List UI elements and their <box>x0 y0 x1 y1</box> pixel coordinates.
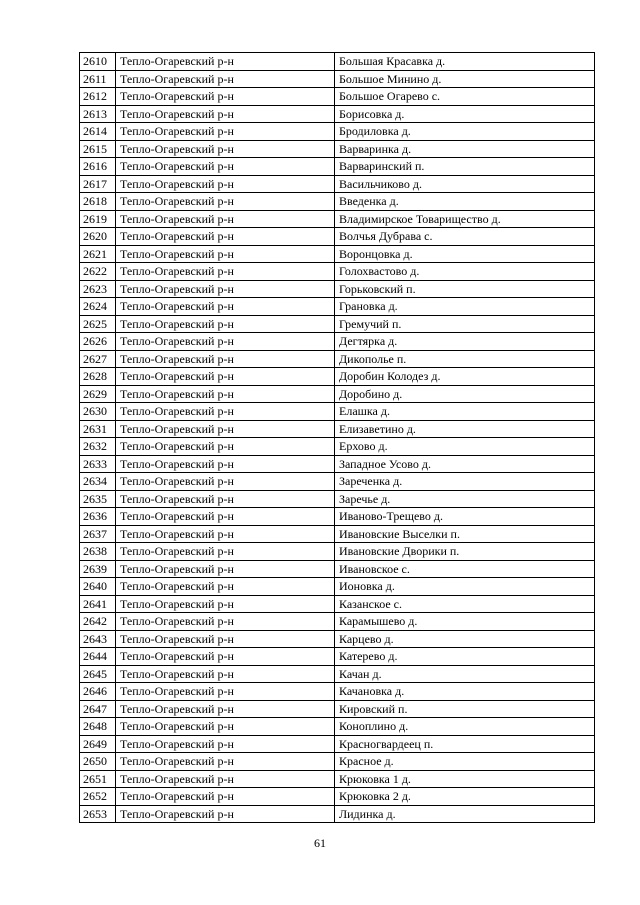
table-row <box>80 88 595 106</box>
row-number-cell: 2641 <box>80 595 116 613</box>
district-cell: Тепло-Огаревский р-н <box>116 788 335 806</box>
row-number-cell: 2645 <box>80 665 116 683</box>
settlements-table <box>79 52 595 823</box>
table-row <box>80 665 595 683</box>
district-cell: Тепло-Огаревский р-н <box>116 683 335 701</box>
row-number-cell: 2650 <box>80 753 116 771</box>
settlement-cell: Владимирское Товарищество д. <box>335 210 595 228</box>
settlement-cell: Карамышево д. <box>335 613 595 631</box>
row-number-cell: 2648 <box>80 718 116 736</box>
table-row <box>80 805 595 823</box>
settlement-cell: Васильчиково д. <box>335 175 595 193</box>
district-cell: Тепло-Огаревский р-н <box>116 175 335 193</box>
row-number-cell: 2637 <box>80 525 116 543</box>
settlement-cell: Воронцовка д. <box>335 245 595 263</box>
settlement-cell: Качановка д. <box>335 683 595 701</box>
settlement-cell: Ивановские Выселки п. <box>335 525 595 543</box>
settlement-cell: Доробин Колодез д. <box>335 368 595 386</box>
district-cell: Тепло-Огаревский р-н <box>116 53 335 71</box>
settlement-cell: Гремучий п. <box>335 315 595 333</box>
row-number-cell: 2646 <box>80 683 116 701</box>
row-number-cell: 2631 <box>80 420 116 438</box>
settlement-cell: Заречье д. <box>335 490 595 508</box>
district-cell: Тепло-Огаревский р-н <box>116 263 335 281</box>
table-row <box>80 683 595 701</box>
table-row <box>80 630 595 648</box>
row-number-cell: 2626 <box>80 333 116 351</box>
table-row <box>80 280 595 298</box>
row-number-cell: 2634 <box>80 473 116 491</box>
row-number-cell: 2611 <box>80 70 116 88</box>
settlement-cell: Ивановское с. <box>335 560 595 578</box>
row-number-cell: 2649 <box>80 735 116 753</box>
district-cell: Тепло-Огаревский р-н <box>116 700 335 718</box>
settlement-cell: Грановка д. <box>335 298 595 316</box>
row-number-cell: 2625 <box>80 315 116 333</box>
settlement-cell: Варваринский п. <box>335 158 595 176</box>
settlement-cell: Ерхово д. <box>335 438 595 456</box>
row-number-cell: 2639 <box>80 560 116 578</box>
settlement-cell: Казанское с. <box>335 595 595 613</box>
district-cell: Тепло-Огаревский р-н <box>116 718 335 736</box>
table-row <box>80 350 595 368</box>
row-number-cell: 2635 <box>80 490 116 508</box>
district-cell: Тепло-Огаревский р-н <box>116 228 335 246</box>
table-row <box>80 753 595 771</box>
settlement-cell: Елашка д. <box>335 403 595 421</box>
row-number-cell: 2623 <box>80 280 116 298</box>
district-cell: Тепло-Огаревский р-н <box>116 158 335 176</box>
district-cell: Тепло-Огаревский р-н <box>116 560 335 578</box>
table-row <box>80 508 595 526</box>
district-cell: Тепло-Огаревский р-н <box>116 805 335 823</box>
district-cell: Тепло-Огаревский р-н <box>116 123 335 141</box>
table-row <box>80 543 595 561</box>
settlement-cell: Карцево д. <box>335 630 595 648</box>
district-cell: Тепло-Огаревский р-н <box>116 88 335 106</box>
district-cell: Тепло-Огаревский р-н <box>116 403 335 421</box>
row-number-cell: 2633 <box>80 455 116 473</box>
district-cell: Тепло-Огаревский р-н <box>116 193 335 211</box>
settlement-cell: Кировский п. <box>335 700 595 718</box>
table-row <box>80 648 595 666</box>
settlement-cell: Красногвардеец п. <box>335 735 595 753</box>
settlement-cell: Красное д. <box>335 753 595 771</box>
district-cell: Тепло-Огаревский р-н <box>116 665 335 683</box>
table-row <box>80 333 595 351</box>
row-number-cell: 2642 <box>80 613 116 631</box>
district-cell: Тепло-Огаревский р-н <box>116 210 335 228</box>
settlement-cell: Горьковский п. <box>335 280 595 298</box>
settlements-table-body <box>80 53 595 823</box>
settlement-cell: Варваринка д. <box>335 140 595 158</box>
table-row <box>80 245 595 263</box>
row-number-cell: 2651 <box>80 770 116 788</box>
district-cell: Тепло-Огаревский р-н <box>116 578 335 596</box>
table-row <box>80 770 595 788</box>
settlement-cell: Лидинка д. <box>335 805 595 823</box>
settlement-cell: Качан д. <box>335 665 595 683</box>
row-number-cell: 2632 <box>80 438 116 456</box>
settlement-cell: Большое Минино д. <box>335 70 595 88</box>
row-number-cell: 2647 <box>80 700 116 718</box>
district-cell: Тепло-Огаревский р-н <box>116 525 335 543</box>
table-row <box>80 385 595 403</box>
settlement-cell: Елизаветино д. <box>335 420 595 438</box>
table-row <box>80 490 595 508</box>
settlement-cell: Крюковка 2 д. <box>335 788 595 806</box>
table-row <box>80 700 595 718</box>
district-cell: Тепло-Огаревский р-н <box>116 490 335 508</box>
table-row <box>80 613 595 631</box>
district-cell: Тепло-Огаревский р-н <box>116 105 335 123</box>
district-cell: Тепло-Огаревский р-н <box>116 753 335 771</box>
settlement-cell: Голохвастово д. <box>335 263 595 281</box>
district-cell: Тепло-Огаревский р-н <box>116 630 335 648</box>
row-number-cell: 2610 <box>80 53 116 71</box>
settlement-cell: Введенка д. <box>335 193 595 211</box>
district-cell: Тепло-Огаревский р-н <box>116 473 335 491</box>
district-cell: Тепло-Огаревский р-н <box>116 508 335 526</box>
table-row <box>80 175 595 193</box>
table-row <box>80 123 595 141</box>
row-number-cell: 2616 <box>80 158 116 176</box>
row-number-cell: 2627 <box>80 350 116 368</box>
row-number-cell: 2628 <box>80 368 116 386</box>
row-number-cell: 2643 <box>80 630 116 648</box>
table-row <box>80 158 595 176</box>
row-number-cell: 2617 <box>80 175 116 193</box>
row-number-cell: 2652 <box>80 788 116 806</box>
settlement-cell: Волчья Дубрава с. <box>335 228 595 246</box>
district-cell: Тепло-Огаревский р-н <box>116 438 335 456</box>
row-number-cell: 2613 <box>80 105 116 123</box>
row-number-cell: 2630 <box>80 403 116 421</box>
settlement-cell: Бродиловка д. <box>335 123 595 141</box>
settlement-cell: Борисовка д. <box>335 105 595 123</box>
table-row <box>80 70 595 88</box>
table-row <box>80 53 595 71</box>
table-row <box>80 595 595 613</box>
settlement-cell: Большое Огарево с. <box>335 88 595 106</box>
district-cell: Тепло-Огаревский р-н <box>116 368 335 386</box>
table-row <box>80 368 595 386</box>
table-row <box>80 228 595 246</box>
settlement-cell: Крюковка 1 д. <box>335 770 595 788</box>
table-row <box>80 420 595 438</box>
settlement-cell: Дикополье п. <box>335 350 595 368</box>
table-row <box>80 788 595 806</box>
row-number-cell: 2636 <box>80 508 116 526</box>
district-cell: Тепло-Огаревский р-н <box>116 735 335 753</box>
row-number-cell: 2618 <box>80 193 116 211</box>
row-number-cell: 2614 <box>80 123 116 141</box>
district-cell: Тепло-Огаревский р-н <box>116 70 335 88</box>
row-number-cell: 2644 <box>80 648 116 666</box>
table-row <box>80 315 595 333</box>
table-row <box>80 403 595 421</box>
table-row <box>80 560 595 578</box>
district-cell: Тепло-Огаревский р-н <box>116 315 335 333</box>
district-cell: Тепло-Огаревский р-н <box>116 613 335 631</box>
settlement-cell: Зареченка д. <box>335 473 595 491</box>
settlement-cell: Катерево д. <box>335 648 595 666</box>
district-cell: Тепло-Огаревский р-н <box>116 140 335 158</box>
row-number-cell: 2653 <box>80 805 116 823</box>
row-number-cell: 2624 <box>80 298 116 316</box>
table-row <box>80 473 595 491</box>
table-row <box>80 525 595 543</box>
row-number-cell: 2620 <box>80 228 116 246</box>
row-number-cell: 2640 <box>80 578 116 596</box>
district-cell: Тепло-Огаревский р-н <box>116 543 335 561</box>
table-row <box>80 298 595 316</box>
district-cell: Тепло-Огаревский р-н <box>116 298 335 316</box>
district-cell: Тепло-Огаревский р-н <box>116 245 335 263</box>
table-row <box>80 438 595 456</box>
district-cell: Тепло-Огаревский р-н <box>116 455 335 473</box>
table-row <box>80 718 595 736</box>
settlement-cell: Ивановские Дворики п. <box>335 543 595 561</box>
settlement-cell: Дегтярка д. <box>335 333 595 351</box>
table-row <box>80 455 595 473</box>
settlement-cell: Западное Усово д. <box>335 455 595 473</box>
row-number-cell: 2622 <box>80 263 116 281</box>
table-row <box>80 193 595 211</box>
settlement-cell: Ионовка д. <box>335 578 595 596</box>
district-cell: Тепло-Огаревский р-н <box>116 280 335 298</box>
row-number-cell: 2612 <box>80 88 116 106</box>
table-row <box>80 578 595 596</box>
row-number-cell: 2619 <box>80 210 116 228</box>
district-cell: Тепло-Огаревский р-н <box>116 595 335 613</box>
district-cell: Тепло-Огаревский р-н <box>116 350 335 368</box>
table-row <box>80 140 595 158</box>
row-number-cell: 2629 <box>80 385 116 403</box>
district-cell: Тепло-Огаревский р-н <box>116 385 335 403</box>
row-number-cell: 2615 <box>80 140 116 158</box>
district-cell: Тепло-Огаревский р-н <box>116 333 335 351</box>
settlement-cell: Коноплино д. <box>335 718 595 736</box>
district-cell: Тепло-Огаревский р-н <box>116 420 335 438</box>
table-row <box>80 735 595 753</box>
settlement-cell: Доробино д. <box>335 385 595 403</box>
district-cell: Тепло-Огаревский р-н <box>116 648 335 666</box>
row-number-cell: 2638 <box>80 543 116 561</box>
settlement-cell: Большая Красавка д. <box>335 53 595 71</box>
table-row <box>80 105 595 123</box>
district-cell: Тепло-Огаревский р-н <box>116 770 335 788</box>
table-row <box>80 263 595 281</box>
table-row <box>80 210 595 228</box>
page-number: 61 <box>314 836 326 850</box>
settlement-cell: Иваново-Трещево д. <box>335 508 595 526</box>
row-number-cell: 2621 <box>80 245 116 263</box>
